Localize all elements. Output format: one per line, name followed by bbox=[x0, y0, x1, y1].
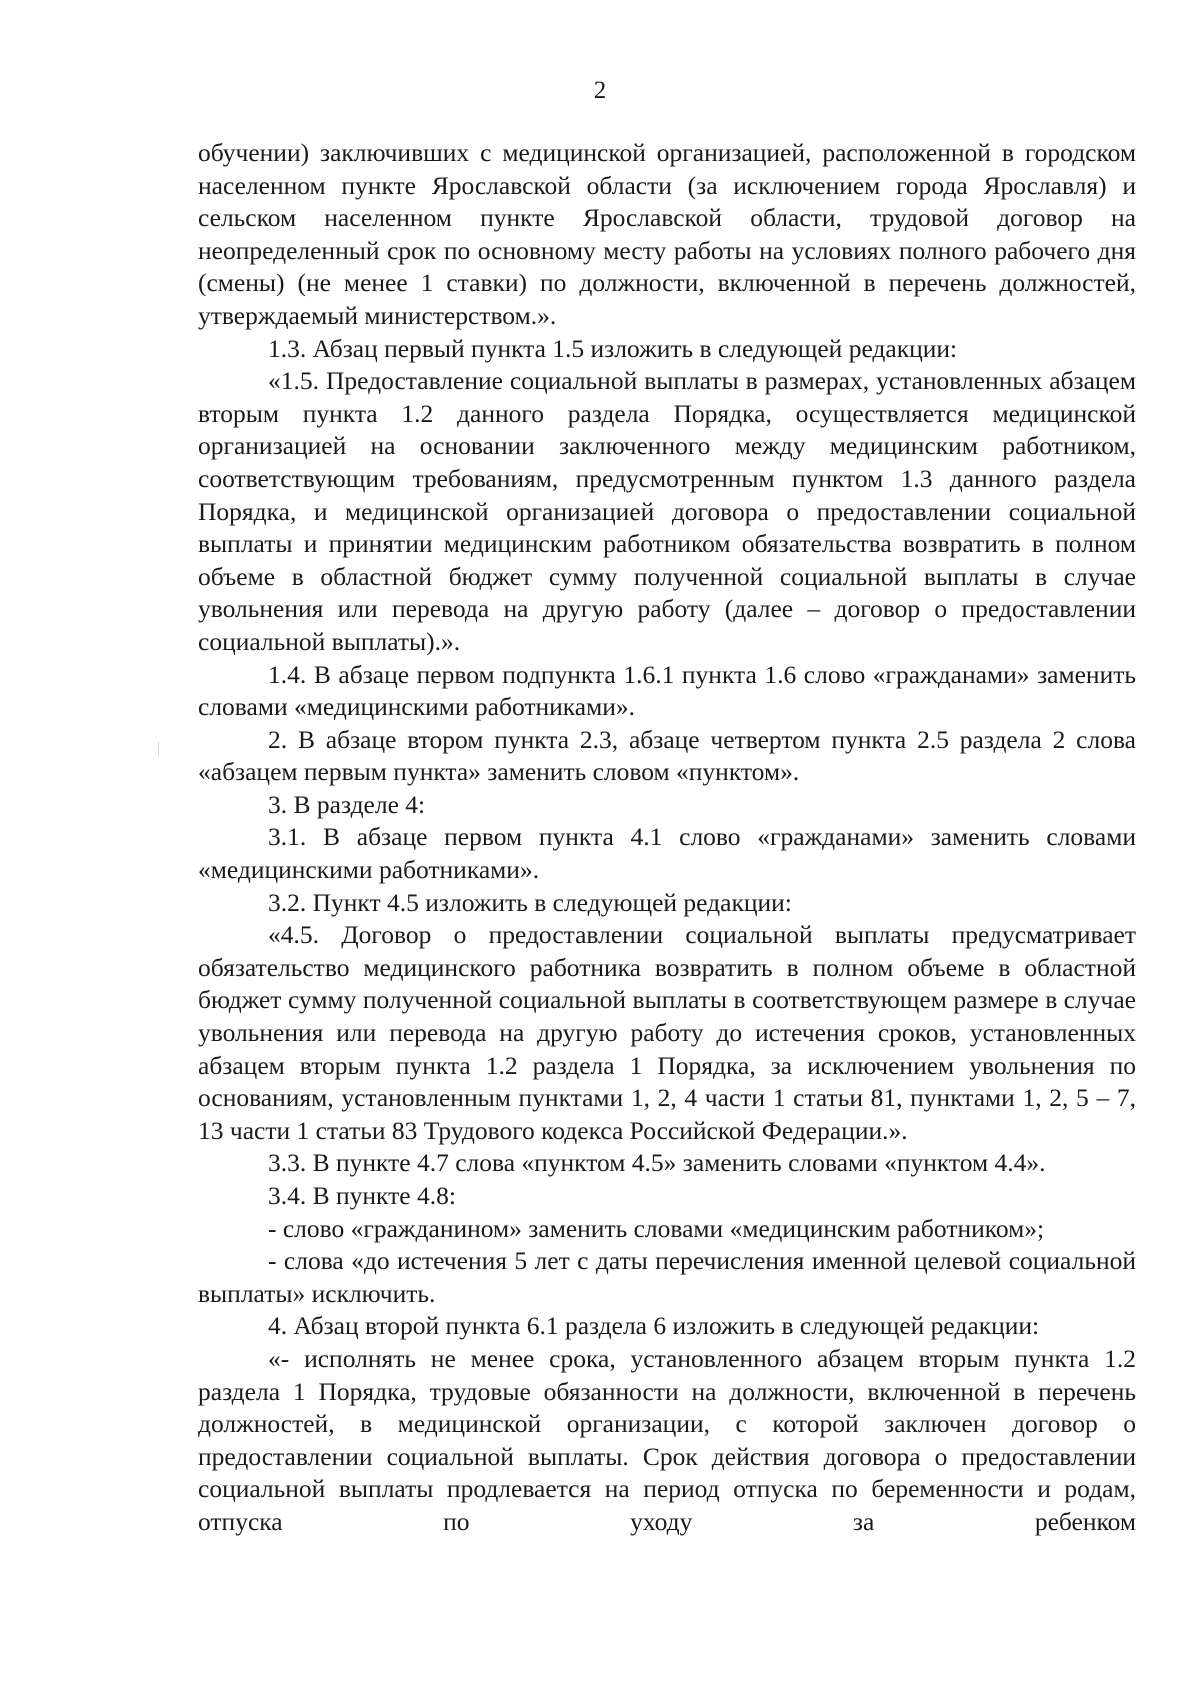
paragraph-3-1: 3.1. В абзаце первом пункта 4.1 слово «гражданами» заменить словами «медицинскими работниками». bbox=[198, 822, 1136, 885]
document-body bbox=[198, 137, 1136, 1539]
page-number: 2 bbox=[593, 77, 607, 104]
paragraph-2: 2. В абзаце втором пункта 2.3, абзаце четвертом пункта 2.5 раздела 2 слова «абзацем первым пункта» заменить словом «пунктом». bbox=[198, 724, 1136, 787]
margin-mark bbox=[158, 742, 159, 756]
paragraph-1-3: 1.3. Абзац первый пункта 1.5 изложить в следующей редакции: bbox=[268, 333, 958, 363]
paragraph-4: 4. Абзац второй пункта 6.1 раздела 6 изложить в следующей редакции: bbox=[268, 1311, 1040, 1341]
paragraph-1-5-quote: «1.5. Предоставление социальной выплаты в размерах, установленных абзацем вторым пункта 1.2 данного раздела Порядка, осуществляется медицинской организацией на основании заключенного между медицинским работником, соответствующим требованиям, предусмотренным пунктом 1.3 данного раздела Порядка, и медицинской организацией договора о предоставлении социальной выплаты и принятии медицинским работником обязательства возвратить в полном объеме в областной бюджет сумму полученной социальной выплаты в случае увольнения или перевода на другую работу (далее – договор о предоставлении социальной выплаты).». bbox=[198, 366, 1136, 656]
paragraph-3-4-item-1: - слово «гражданином» заменить словами «медицинским работником»; bbox=[268, 1213, 1045, 1243]
paragraph-3: 3. В разделе 4: bbox=[268, 789, 426, 819]
paragraph-3-4: 3.4. В пункте 4.8: bbox=[268, 1181, 456, 1210]
paragraph-4-5-quote: «4.5. Договор о предоставлении социальной выплаты предусматривает обязательство медицинского работника возвратить в полном объеме в областной бюджет сумму полученной социальной выплаты в соответствующем размере в случае увольнения или перевода на другую работу до истечения сроков, установленных абзацем вторым пункта 1.2 раздела 1 Порядка, за исключением увольнения по основаниям, установленным пунктами 1, 2, 4 части 1 статьи 81, пунктами 1, 2, 5 – 7, 13 части 1 статьи 83 Трудового кодекса Российской Федерации.». bbox=[198, 920, 1136, 1145]
paragraph-3-2: 3.2. Пункт 4.5 изложить в следующей редакции: bbox=[268, 887, 792, 917]
paragraph-3-4-item-2: - слова «до истечения 5 лет с даты перечисления именной целевой социальной выплаты» исключить. bbox=[198, 1246, 1136, 1308]
paragraph-1-4: 1.4. В абзаце первом подпункта 1.6.1 пункта 1.6 слово «гражданами» заменить словами «медицинскими работниками». bbox=[198, 659, 1136, 722]
paragraph-3-3: 3.3. В пункте 4.7 слова «пунктом 4.5» заменить словами «пунктом 4.4». bbox=[268, 1148, 1046, 1178]
paragraph-6-1-quote: «- исполнять не менее срока, установленного абзацем вторым пункта 1.2 раздела 1 Порядка, трудовые обязанности на должности, включенной в перечень должностей, в медицинской организации, с которой заключен договор о предоставлении социальной выплаты. Срок действия договора о предоставлении социальной выплаты продлевается на период отпуска по беременности и родам, отпуска по уходу за ребенком bbox=[198, 1343, 1136, 1536]
paragraph-continuation: обучении) заключивших с медицинской организацией, расположенной в городском населенном пункте Ярославской области (за исключением города Ярославля) и сельском населенном пункте Ярославской области, трудовой договор на неопределенный срок по основному месту работы на условиях полного рабочего дня (смены) (не менее 1 ставки) по должности, включенной в перечень должностей, утверждаемый министерством.». bbox=[198, 138, 1136, 330]
